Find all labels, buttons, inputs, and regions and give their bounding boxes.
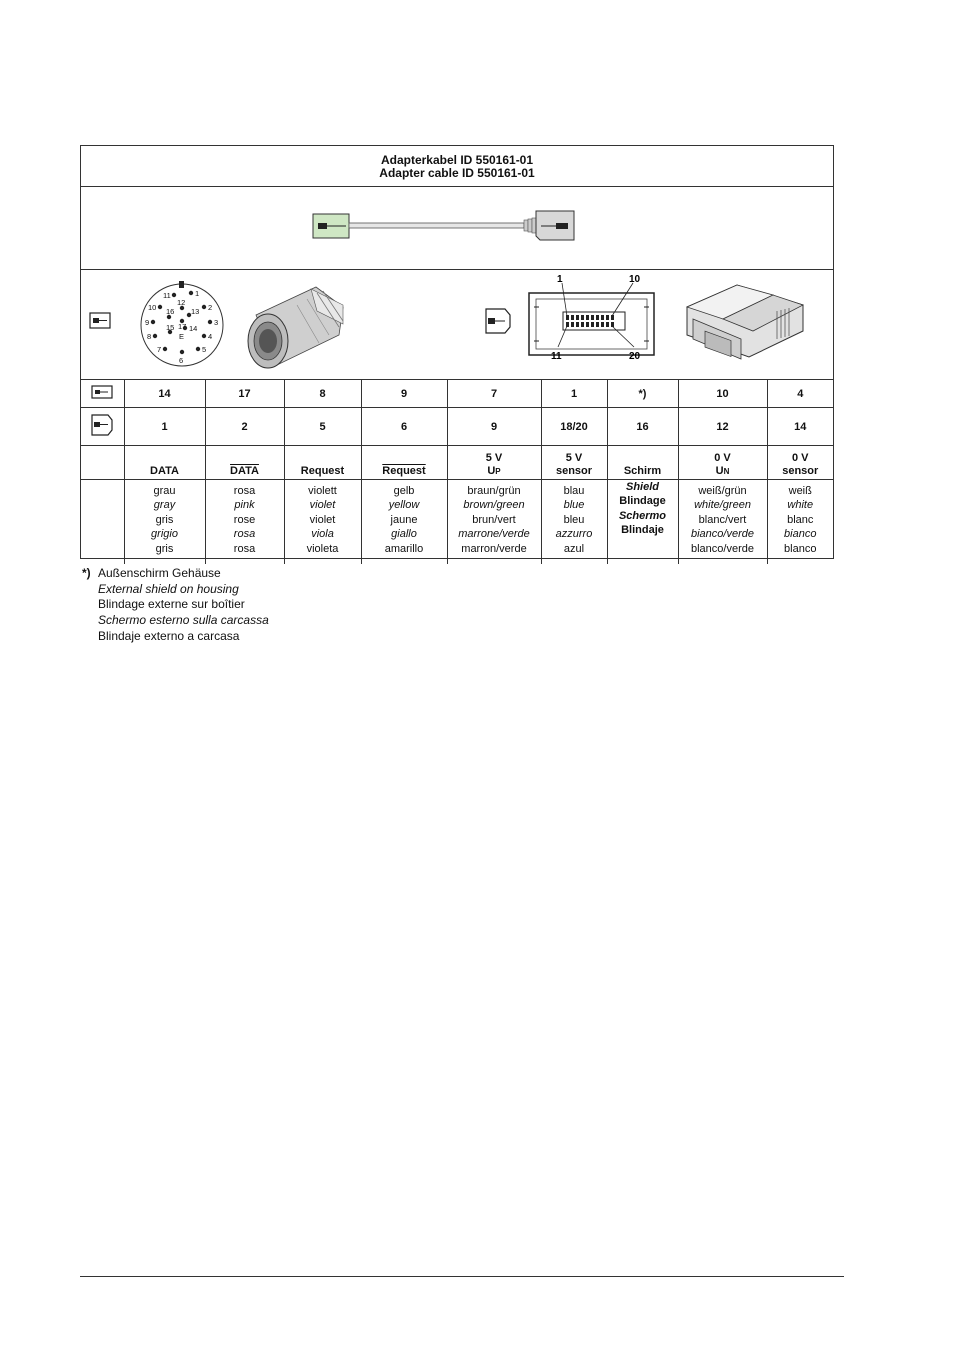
page-bottom-rule <box>80 1276 844 1277</box>
color-de: weiß <box>788 485 812 497</box>
color-en: pink <box>234 499 255 512</box>
color-fr: blanc/vert <box>698 513 747 526</box>
color-fr: rose <box>233 513 256 526</box>
cable-illustration-row <box>81 187 833 270</box>
shield-fr: Blindage <box>619 495 666 508</box>
title-german: Adapterkabel ID 550161-01 <box>380 153 534 167</box>
circular-connector-3d <box>248 287 343 368</box>
color-en: gray <box>153 499 176 512</box>
pin-label-13: 13 <box>191 307 200 316</box>
color-es: azul <box>563 542 585 555</box>
color-it: viola <box>311 528 334 541</box>
sub-d-housing-3d <box>687 285 803 359</box>
color-de: braun/grün <box>467 485 521 497</box>
plug-pin-cell: 10 <box>678 380 767 408</box>
plug-pin-cell: 7 <box>447 380 541 408</box>
color-de: blau <box>563 485 585 497</box>
socket-pin-row <box>81 408 833 446</box>
wire-color-cell <box>767 480 833 565</box>
color-de: rosa <box>233 485 256 497</box>
sub-d-pin-label-20: 20 <box>629 351 641 362</box>
pinout-frame <box>80 145 834 559</box>
color-it: bianco <box>784 528 817 541</box>
wire-color-cell <box>284 480 361 565</box>
socket-pin-cell: 12 <box>678 408 767 446</box>
signal-cell <box>678 446 767 480</box>
pin-label-2: 2 <box>208 303 213 312</box>
pin-label-8: 8 <box>147 332 152 341</box>
pin-label-7: 7 <box>157 345 162 354</box>
color-it: rosa <box>233 528 256 541</box>
signal-name-inverted: DATA <box>230 465 259 477</box>
pin-label-5: 5 <box>202 345 207 354</box>
color-en: white/green <box>694 499 751 512</box>
color-en: white <box>787 499 814 512</box>
footnote-line-de: Außenschirm Gehäuse <box>98 566 221 580</box>
signal-name: U <box>715 465 724 477</box>
signal-name: sensor <box>555 465 593 477</box>
pin-label-9: 9 <box>145 318 150 327</box>
signal-row <box>81 446 833 480</box>
color-es: gris <box>155 542 174 555</box>
color-en: brown/green <box>463 499 525 512</box>
pin-label-12: 12 <box>177 298 186 307</box>
signal-cell <box>541 446 607 480</box>
color-es: rosa <box>233 542 256 555</box>
pin-label-17: 17 <box>178 322 187 331</box>
color-es: marron/verde <box>461 542 527 555</box>
color-es: blanco/verde <box>691 542 754 555</box>
signal-cell <box>767 446 833 480</box>
socket-symbol-icon <box>90 413 114 437</box>
shield-en: Shield <box>625 481 659 493</box>
shield-es: Blindaje <box>621 524 664 537</box>
footnote-line-es: Blindaje externo a carcasa <box>98 628 240 643</box>
color-fr: gris <box>155 513 174 526</box>
signal-voltage: 5 V <box>565 452 583 464</box>
footnote <box>82 566 269 645</box>
sub-d-pin-label-10: 10 <box>629 274 641 285</box>
wire-color-cell <box>541 480 607 565</box>
table-title <box>81 146 833 187</box>
signal-name: Request <box>300 465 345 477</box>
color-it: marrone/verde <box>458 528 530 541</box>
socket-pin-cell: 9 <box>447 408 541 446</box>
socket-pin-cell: 5 <box>284 408 361 446</box>
color-fr: violet <box>309 513 336 526</box>
color-en: violet <box>309 499 336 512</box>
pin-label-E: E <box>179 332 185 341</box>
color-it: azzurro <box>555 528 593 541</box>
signal-cell <box>361 446 447 480</box>
color-de: gelb <box>393 485 415 497</box>
socket-pin-icon <box>556 223 568 229</box>
color-de: grau <box>153 485 176 497</box>
connector-views-row <box>81 269 833 380</box>
shield-it: Schermo <box>618 509 667 522</box>
shield-cell <box>607 480 678 565</box>
pin-label-15: 15 <box>166 323 175 332</box>
color-es: amarillo <box>384 542 424 555</box>
plug-symbol-icon <box>91 385 113 399</box>
footnote-line-fr: Blindage externe sur boîtier <box>98 597 245 612</box>
pin-label-14: 14 <box>189 324 198 333</box>
socket-pin-cell: 1 <box>124 408 205 446</box>
pin-label-16: 16 <box>166 307 175 316</box>
signal-voltage: 0 V <box>791 452 809 464</box>
color-fr: blanc <box>787 513 814 526</box>
wire-color-row <box>81 480 833 565</box>
signal-row-blank <box>81 446 124 480</box>
signal-voltage: 0 V <box>714 452 731 464</box>
plug-pin-cell: 14 <box>124 380 205 408</box>
color-it: bianco/verde <box>691 528 754 541</box>
signal-cell <box>284 446 361 480</box>
color-it: grigio <box>151 528 178 541</box>
signal-name-inverted: Request <box>382 465 426 477</box>
plug-pin-cell: 8 <box>284 380 361 408</box>
plug-pin-row <box>81 380 833 408</box>
pin-label-6: 6 <box>179 356 184 365</box>
color-row-blank <box>81 480 124 565</box>
socket-pin-cell: 2 <box>205 408 284 446</box>
wire-color-cell <box>124 480 205 565</box>
footnote-marker: *) <box>82 566 91 580</box>
wire-color-cell <box>678 480 767 565</box>
signal-cell <box>447 446 541 480</box>
color-de: weiß/grün <box>698 485 747 497</box>
color-fr: brun/vert <box>472 513 516 526</box>
footnote-line-it: Schermo esterno sulla carcassa <box>98 613 269 628</box>
plug-pin-cell: 1 <box>541 380 607 408</box>
pin-label-10: 10 <box>148 303 157 312</box>
color-es: violeta <box>306 542 339 555</box>
pin-label-1: 1 <box>195 289 200 298</box>
color-en: yellow <box>388 499 420 512</box>
wire-color-cell <box>205 480 284 565</box>
color-en: blue <box>563 499 585 512</box>
signal-cell <box>124 446 205 480</box>
sub-d-pin-label-11: 11 <box>551 351 562 362</box>
signal-subscript: P <box>495 467 501 476</box>
socket-pin-cell: 6 <box>361 408 447 446</box>
connector-views-drawing <box>81 269 833 379</box>
color-de: violett <box>308 485 337 497</box>
socket-pin-cell: 14 <box>767 408 833 446</box>
plug-pin-cell: 17 <box>205 380 284 408</box>
plug-pin-icon <box>318 223 327 229</box>
color-it: giallo <box>391 528 417 541</box>
signal-subscript: N <box>723 467 730 476</box>
signal-name: DATA <box>150 465 179 477</box>
wire-color-cell <box>361 480 447 565</box>
color-fr: bleu <box>563 513 585 526</box>
signal-voltage: 5 V <box>485 452 503 464</box>
sub-d-pin-label-1: 1 <box>557 274 563 285</box>
plug-pin-cell: 9 <box>361 380 447 408</box>
sub-d-connector-face <box>529 274 654 362</box>
pin-label-4: 4 <box>208 332 213 341</box>
adapter-cable-drawing <box>81 187 833 269</box>
signal-name: sensor <box>782 465 819 477</box>
socket-row-symbol <box>81 408 124 446</box>
footnote-line-en: External shield on housing <box>98 581 239 596</box>
cable-line <box>349 223 524 228</box>
signal-cell <box>607 446 678 480</box>
signal-name: U <box>487 465 496 477</box>
pin-label-3: 3 <box>214 318 219 327</box>
plug-row-symbol <box>81 380 124 408</box>
wire-color-cell <box>447 480 541 565</box>
plug-pin-cell: *) <box>607 380 678 408</box>
color-fr: jaune <box>390 513 418 526</box>
title-english: Adapter cable ID 550161-01 <box>379 166 535 180</box>
socket-pin-cell: 18/20 <box>541 408 607 446</box>
signal-cell <box>205 446 284 480</box>
color-es: blanco <box>784 542 817 555</box>
pinout-table <box>81 380 833 564</box>
socket-pin-cell: 16 <box>607 408 678 446</box>
circular-connector-face <box>141 281 223 366</box>
signal-name: Schirm <box>623 465 662 477</box>
pin-label-11: 11 <box>163 291 171 300</box>
plug-pin-cell: 4 <box>767 380 833 408</box>
